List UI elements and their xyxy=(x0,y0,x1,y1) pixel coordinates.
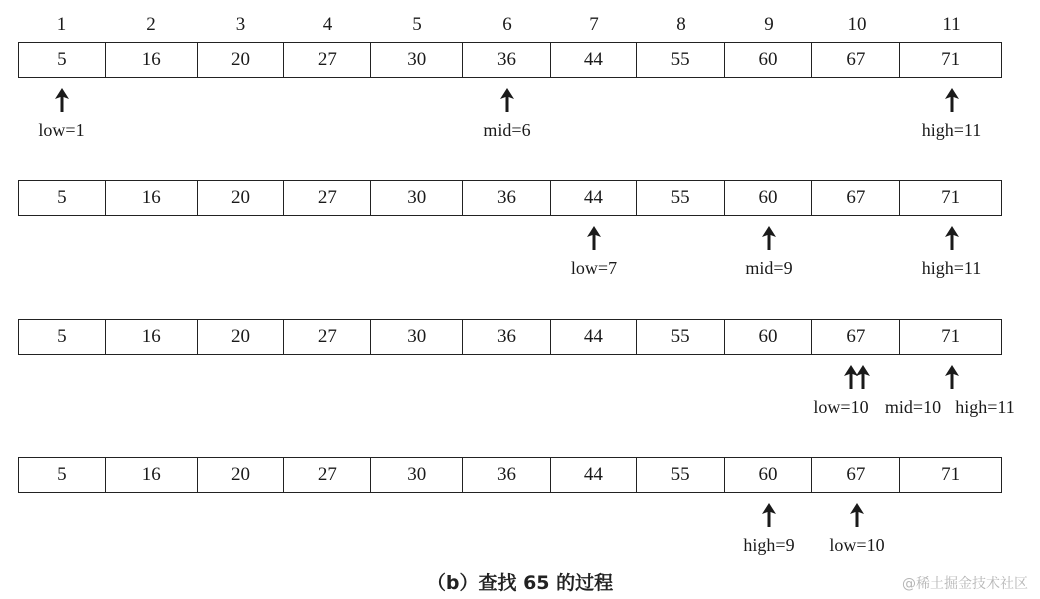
array-cell: 71 xyxy=(941,49,961,70)
pointer-label: mid=9 xyxy=(745,258,793,278)
index-label: 10 xyxy=(847,14,867,35)
pointer-arrow-icon xyxy=(945,88,959,112)
pointer-label: high=9 xyxy=(743,535,795,555)
array-cell: 44 xyxy=(551,181,637,215)
array-cell: 16 xyxy=(106,458,198,492)
pointer-arrow-icon xyxy=(850,503,864,527)
array-cell: 5 xyxy=(19,181,106,215)
array-cell: 27 xyxy=(284,43,371,77)
array-cell: 55 xyxy=(637,43,725,77)
array-cell: 5 xyxy=(19,320,106,354)
array-cell: 60 xyxy=(725,320,813,354)
array-cell: 67 xyxy=(812,320,900,354)
array-cell: 27 xyxy=(284,458,371,492)
array-cell: 30 xyxy=(371,181,463,215)
array-row-step-3 xyxy=(18,319,1002,355)
pointer-arrow-icon xyxy=(587,226,601,250)
array-cell: 60 xyxy=(725,458,813,492)
array-row-step-4 xyxy=(18,457,1002,493)
array-cell: 60 xyxy=(725,181,813,215)
array-cell: 71 xyxy=(941,187,961,208)
index-label: 1 xyxy=(56,14,67,35)
array-cell: 55 xyxy=(637,458,725,492)
pointer-label: low=1 xyxy=(38,120,85,140)
pointer-arrow-icon xyxy=(856,365,870,389)
pointer-label: high=11 xyxy=(955,397,1015,417)
array-cell: 71 xyxy=(941,326,961,347)
pointer-arrow-icon xyxy=(55,88,69,112)
index-label: 6 xyxy=(502,14,512,35)
array-cell: 44 xyxy=(551,320,637,354)
index-label: 8 xyxy=(676,14,686,35)
index-label: 4 xyxy=(322,14,333,35)
pointer-label: low=10 xyxy=(813,397,869,417)
pointer-arrow-icon xyxy=(762,503,776,527)
array-cell: 27 xyxy=(284,181,371,215)
array-cell: 67 xyxy=(812,458,900,492)
array-cell: 71 xyxy=(941,464,961,485)
array-cell: 36 xyxy=(463,320,551,354)
array-cell: 5 xyxy=(19,458,106,492)
array-cell: 36 xyxy=(463,458,551,492)
array-cell: 5 xyxy=(19,43,106,77)
array-cell: 30 xyxy=(371,43,463,77)
array-cell: 60 xyxy=(725,43,813,77)
pointer-label: low=7 xyxy=(570,258,618,278)
pointer-arrow-icon xyxy=(500,88,514,112)
index-label: 5 xyxy=(412,14,422,35)
index-label: 11 xyxy=(942,14,961,35)
array-cell: 44 xyxy=(551,43,637,77)
array-cell: 16 xyxy=(106,320,198,354)
pointer-label: high=11 xyxy=(921,258,982,278)
pointer-label: low=10 xyxy=(829,535,885,555)
array-cell: 20 xyxy=(198,43,285,77)
pointer-label: mid=6 xyxy=(483,120,531,140)
array-cell: 27 xyxy=(284,320,371,354)
array-cell: 67 xyxy=(812,181,900,215)
pointer-arrow-icon xyxy=(762,226,776,250)
array-cell: 20 xyxy=(198,320,285,354)
array-cell: 20 xyxy=(198,458,285,492)
array-cell: 36 xyxy=(463,43,551,77)
pointer-arrow-icon xyxy=(945,365,959,389)
pointer-label: mid=10 xyxy=(884,397,942,417)
array-cell: 67 xyxy=(812,43,900,77)
index-label: 2 xyxy=(146,14,156,35)
pointer-arrow-icon xyxy=(945,226,959,250)
array-cell: 30 xyxy=(371,458,463,492)
array-cell: 44 xyxy=(551,458,637,492)
index-label: 9 xyxy=(764,14,774,35)
array-cell: 16 xyxy=(106,43,198,77)
index-label: 7 xyxy=(589,14,599,35)
array-cell: 30 xyxy=(371,320,463,354)
array-row-step-1 xyxy=(18,42,1002,78)
watermark: @稀土掘金技术社区 xyxy=(902,576,1028,592)
pointer-label: high=11 xyxy=(921,120,982,140)
array-cell: 55 xyxy=(637,181,725,215)
array-row-step-2 xyxy=(18,180,1002,216)
array-cell: 20 xyxy=(198,181,285,215)
array-cell: 55 xyxy=(637,320,725,354)
index-label: 3 xyxy=(235,14,246,35)
array-cell: 16 xyxy=(106,181,198,215)
figure-caption: （b）查找 65 的过程 xyxy=(426,572,614,594)
array-cell: 36 xyxy=(463,181,551,215)
